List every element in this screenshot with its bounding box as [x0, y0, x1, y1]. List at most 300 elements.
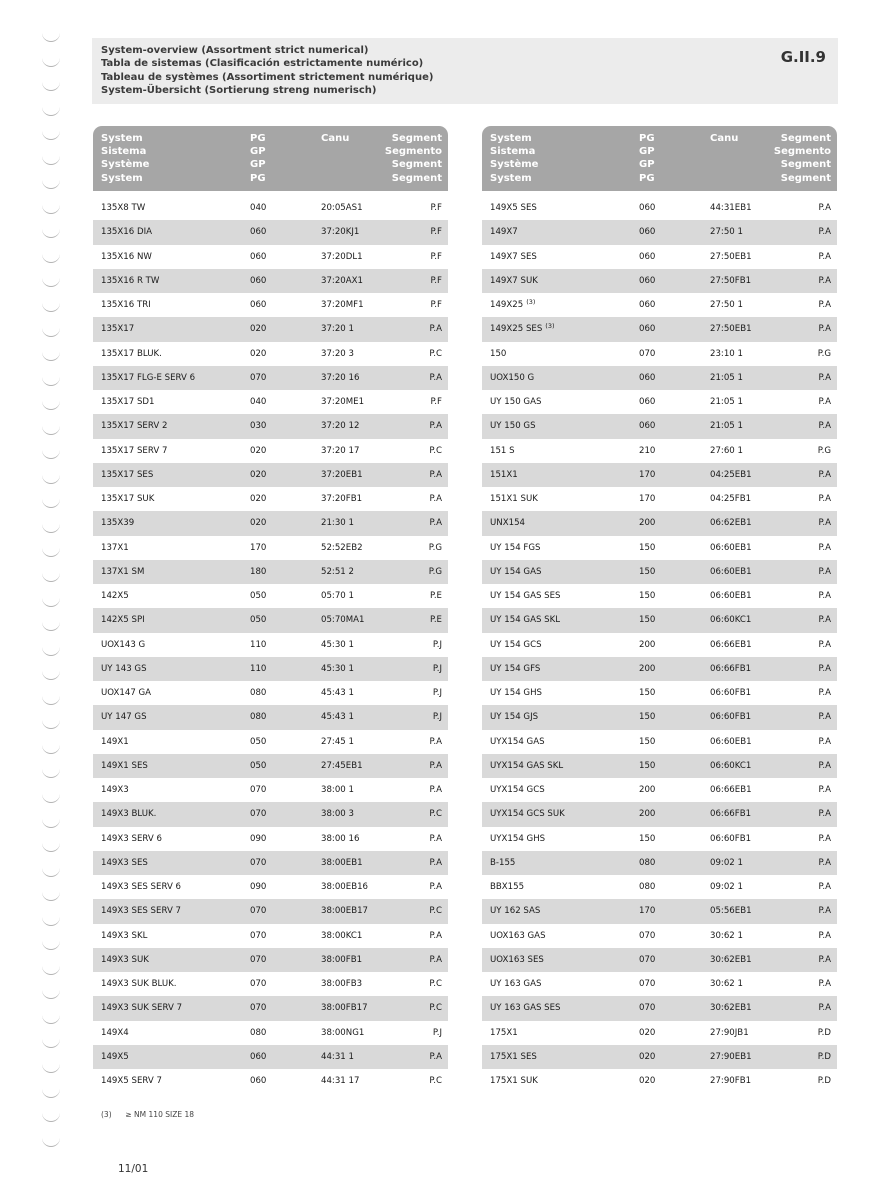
cell-segment: P.A — [429, 833, 442, 844]
cell-segment: P.C — [429, 1076, 442, 1086]
binder-hole — [40, 470, 66, 495]
header-segment — [774, 132, 831, 185]
table-row — [93, 851, 448, 875]
cell-segment: P.A — [818, 954, 831, 965]
cell-segment: P.F — [430, 397, 442, 407]
cell-system-text: 149X25 — [490, 300, 524, 310]
table-row — [482, 657, 837, 681]
cell-canu: 06:66EB1 — [710, 785, 752, 795]
cell-segment: P.J — [432, 639, 442, 650]
cell-pg: 070 — [250, 1003, 267, 1014]
cell-segment: P.E — [429, 615, 442, 626]
binder-hole — [40, 642, 66, 667]
cell-system: UYX154 GHS — [490, 833, 546, 844]
cell-canu: 27:50 1 — [710, 227, 743, 238]
header-pg-fr: GP — [250, 159, 266, 171]
cell-segment: P.F — [430, 251, 442, 262]
binder-hole — [40, 200, 66, 225]
cell-segment: P.A — [818, 615, 831, 626]
cell-system: 149X5 — [101, 1051, 129, 1062]
table-row — [93, 196, 448, 220]
cell-system: UY 150 GS — [490, 421, 536, 432]
right-rows — [482, 196, 837, 1093]
cell-canu: 06:66FB1 — [710, 809, 752, 820]
cell-segment: P.A — [818, 663, 831, 674]
cell-system: 149X7 SUK — [490, 275, 538, 286]
binder-hole — [40, 347, 66, 372]
header-segment-fr: Segment — [780, 159, 831, 171]
cell-segment: P.A — [818, 688, 831, 698]
cell-system: UY 150 GAS — [490, 397, 542, 407]
cell-system: UY 143 GS — [101, 663, 147, 674]
cell-segment: P.A — [818, 833, 831, 844]
cell-system: 175X1 SUK — [490, 1076, 538, 1086]
cell-canu: 37:20 17 — [321, 445, 360, 456]
cell-segment: P.A — [429, 882, 442, 892]
header-system-fr: Système — [490, 159, 539, 171]
cell-pg: 070 — [639, 954, 656, 965]
binder-hole — [40, 445, 66, 470]
cell-pg: 150 — [639, 542, 656, 553]
cell-canu: 21:30 1 — [321, 518, 354, 529]
cell-segment: P.A — [429, 760, 442, 771]
left-rows — [93, 196, 448, 1093]
cell-pg: 020 — [250, 469, 267, 480]
cell-system: 135X17 SD1 — [101, 397, 155, 407]
cell-pg: 170 — [639, 906, 656, 917]
cell-pg: 070 — [250, 954, 267, 965]
binder-hole — [40, 494, 66, 519]
cell-segment: P.A — [818, 203, 831, 213]
title-es: Tabla de sistemas (Clasificación estrictamente numérico) — [101, 58, 424, 70]
binder-hole — [40, 912, 66, 937]
table-row — [93, 681, 448, 705]
cell-system: 149X3 SES SERV 6 — [101, 882, 182, 892]
binder-hole — [40, 985, 66, 1010]
cell-system: 149X3 — [101, 785, 129, 795]
cell-canu: 09:02 1 — [710, 882, 743, 892]
table-row — [482, 608, 837, 632]
table-row — [482, 705, 837, 729]
cell-system: 135X39 — [101, 518, 135, 529]
cell-system: UY 154 GHS — [490, 688, 542, 698]
table-row — [93, 657, 448, 681]
binder-hole — [40, 298, 66, 323]
cell-segment: P.F — [430, 203, 442, 213]
cell-system: 135X17 BLUK. — [101, 348, 162, 359]
header-system-es: Sistema — [490, 146, 536, 158]
table-row — [93, 293, 448, 317]
table-row — [482, 851, 837, 875]
cell-canu: 37:20KJ1 — [321, 227, 360, 238]
cell-segment: P.J — [432, 1027, 442, 1038]
table-row — [482, 414, 837, 438]
cell-segment: P.C — [429, 906, 442, 917]
cell-system: UYX154 GCS — [490, 785, 545, 795]
cell-segment: P.A — [818, 906, 831, 917]
table-row — [482, 972, 837, 996]
cell-system: UYX154 GAS SKL — [490, 760, 564, 771]
cell-note: (3) — [545, 322, 555, 331]
cell-system: 135X16 R TW — [101, 275, 160, 286]
cell-pg: 080 — [250, 712, 267, 723]
table-row — [93, 245, 448, 269]
cell-segment: P.A — [429, 954, 442, 965]
cell-pg: 150 — [639, 566, 656, 577]
cell-system-text: 149X25 SES — [490, 324, 543, 335]
table-row — [93, 608, 448, 632]
cell-pg: 050 — [250, 615, 267, 626]
cell-segment: P.A — [818, 300, 831, 310]
cell-pg: 080 — [639, 857, 656, 868]
binder-hole — [40, 568, 66, 593]
cell-pg: 060 — [639, 372, 656, 383]
binder-hole — [40, 1010, 66, 1035]
cell-segment: P.A — [429, 518, 442, 529]
binder-hole — [40, 1034, 66, 1059]
cell-pg: 040 — [250, 397, 267, 407]
footnote-text: ≥ NM 110 SIZE 18 — [125, 1110, 195, 1119]
table-row — [482, 1021, 837, 1045]
cell-system: UYX154 GAS — [490, 736, 545, 747]
cell-pg: 150 — [639, 760, 656, 771]
cell-canu: 44:31 17 — [321, 1076, 360, 1086]
cell-system: UY 154 GAS — [490, 566, 542, 577]
cell-system: UY 154 FGS — [490, 542, 541, 553]
cell-canu: 38:00 16 — [321, 833, 360, 844]
cell-canu: 04:25EB1 — [710, 469, 752, 480]
page-header — [92, 38, 838, 104]
header-system — [101, 132, 149, 185]
cell-system: 175X1 — [490, 1027, 518, 1038]
header-segment-de: Segment — [780, 172, 831, 184]
table-row — [482, 245, 837, 269]
header-canu-label: Canu — [710, 133, 739, 144]
cell-pg: 090 — [250, 882, 267, 892]
binder-hole — [40, 961, 66, 986]
table-row — [482, 536, 837, 560]
binder-hole — [40, 224, 66, 249]
cell-system: 135X17 FLG-E SERV 6 — [101, 372, 196, 383]
cell-pg: 060 — [639, 397, 656, 407]
cell-system — [490, 317, 555, 341]
cell-system: 135X16 DIA — [101, 227, 152, 238]
cell-pg: 070 — [250, 979, 267, 989]
cell-pg: 060 — [250, 227, 267, 238]
cell-system: UOX163 GAS — [490, 930, 546, 941]
cell-pg: 060 — [639, 421, 656, 432]
cell-pg: 110 — [250, 639, 267, 650]
binder-hole — [40, 691, 66, 716]
cell-canu: 37:20AX1 — [321, 275, 363, 286]
cell-pg: 070 — [639, 979, 656, 989]
table-row — [482, 317, 837, 341]
cell-system: 135X17 SERV 2 — [101, 421, 168, 432]
title-fr: Tableau de systèmes (Assortiment strictement numérique) — [101, 71, 434, 83]
header-system-es: Sistema — [101, 146, 147, 158]
cell-canu: 06:60EB1 — [710, 566, 752, 577]
table-row — [93, 366, 448, 390]
cell-canu: 52:52EB2 — [321, 542, 363, 553]
table-row — [93, 924, 448, 948]
cell-segment: P.A — [818, 518, 831, 529]
binder-hole — [40, 421, 66, 446]
table-row — [93, 220, 448, 244]
cell-canu: 38:00 3 — [321, 809, 354, 820]
cell-canu: 38:00FB1 — [321, 954, 363, 965]
cell-pg: 170 — [639, 494, 656, 504]
cell-pg: 070 — [250, 372, 267, 383]
cell-segment: P.A — [818, 397, 831, 407]
cell-canu: 27:50FB1 — [710, 275, 752, 286]
cell-system: 149X1 — [101, 736, 129, 747]
cell-system: UY 154 GFS — [490, 663, 541, 674]
cell-system: 175X1 SES — [490, 1051, 537, 1062]
cell-pg: 200 — [639, 518, 656, 529]
cell-pg: 020 — [250, 494, 267, 504]
cell-pg: 060 — [250, 1076, 267, 1086]
cell-segment: P.A — [818, 591, 831, 601]
cell-pg: 200 — [639, 663, 656, 674]
header-segment-es: Segmento — [384, 146, 442, 158]
cell-system: 149X5 SERV 7 — [101, 1076, 162, 1086]
header-pg-de: PG — [250, 172, 266, 184]
cell-pg: 200 — [639, 639, 656, 650]
table-row — [93, 269, 448, 293]
header-segment-fr: Segment — [391, 159, 442, 171]
table-row — [93, 1021, 448, 1045]
binder-hole — [40, 28, 66, 53]
cell-canu: 37:20 16 — [321, 372, 360, 383]
cell-pg: 070 — [250, 785, 267, 795]
cell-segment: P.A — [818, 760, 831, 771]
cell-system: 135X17 SUK — [101, 494, 155, 504]
table-row — [93, 633, 448, 657]
table-row — [482, 390, 837, 414]
header-pg-es: GP — [639, 146, 655, 158]
right-table — [482, 126, 837, 1093]
binder-hole — [40, 102, 66, 127]
cell-segment: P.A — [818, 324, 831, 335]
footnote — [101, 1110, 194, 1119]
cell-system: 149X1 SES — [101, 760, 148, 771]
cell-canu: 38:00EB17 — [321, 906, 369, 917]
cell-segment: P.C — [429, 348, 442, 359]
cell-canu: 30:62EB1 — [710, 954, 752, 965]
cell-system: 149X7 — [490, 227, 518, 238]
cell-pg: 060 — [639, 300, 656, 310]
cell-segment: P.A — [818, 469, 831, 480]
cell-canu: 06:66EB1 — [710, 639, 752, 650]
cell-pg: 200 — [639, 785, 656, 795]
cell-system: UYX154 GCS SUK — [490, 809, 565, 820]
table-row — [482, 293, 837, 317]
header-pg-fr: GP — [639, 159, 655, 171]
cell-system: UY 163 GAS SES — [490, 1003, 561, 1014]
table-row — [482, 584, 837, 608]
title-en: System-overview (Assortment strict numerical) — [101, 45, 369, 56]
table-row — [482, 1045, 837, 1069]
table-row — [93, 487, 448, 511]
cell-pg: 060 — [639, 275, 656, 286]
cell-segment: P.D — [817, 1051, 831, 1062]
table-row — [482, 366, 837, 390]
cell-pg: 070 — [639, 348, 656, 359]
header-system-fr: Système — [101, 159, 150, 171]
table-header — [482, 126, 837, 191]
table-row — [482, 778, 837, 802]
table-row — [93, 463, 448, 487]
binder-hole — [40, 323, 66, 348]
cell-segment: P.G — [428, 566, 442, 577]
cell-system: UY 163 GAS — [490, 979, 542, 989]
header-segment-de: Segment — [391, 172, 442, 184]
cell-canu: 37:20DL1 — [321, 251, 363, 262]
cell-pg: 150 — [639, 712, 656, 723]
cell-segment: P.A — [429, 372, 442, 383]
cell-segment: P.A — [818, 736, 831, 747]
binder-hole — [40, 715, 66, 740]
cell-pg: 070 — [250, 906, 267, 917]
cell-system: 149X3 SUK SERV 7 — [101, 1003, 183, 1014]
cell-segment: P.A — [429, 469, 442, 480]
binder-hole — [40, 740, 66, 765]
header-pg — [250, 132, 266, 185]
cell-system: UY 154 GAS SKL — [490, 615, 561, 626]
table-row — [482, 827, 837, 851]
cell-canu: 27:45EB1 — [321, 760, 363, 771]
header-pg-de: PG — [639, 172, 655, 184]
cell-segment: P.A — [818, 639, 831, 650]
binder-hole — [40, 249, 66, 274]
table-row — [482, 948, 837, 972]
cell-pg: 150 — [639, 615, 656, 626]
cell-pg: 080 — [250, 688, 267, 698]
table-row — [93, 875, 448, 899]
cell-segment: P.A — [818, 785, 831, 795]
cell-canu: 30:62 1 — [710, 930, 743, 941]
cell-system: 135X17 SES — [101, 469, 154, 480]
cell-pg: 060 — [250, 251, 267, 262]
cell-canu: 06:60EB1 — [710, 591, 752, 601]
binder-hole — [40, 175, 66, 200]
binder-hole — [40, 1133, 66, 1158]
cell-system: 149X3 SES SERV 7 — [101, 906, 182, 917]
cell-canu: 37:20ME1 — [321, 397, 365, 407]
table-row — [93, 439, 448, 463]
cell-system: 135X8 TW — [101, 203, 146, 213]
cell-system: B-155 — [490, 857, 516, 868]
header-canu — [321, 132, 349, 145]
cell-system: UY 162 SAS — [490, 906, 541, 917]
title-de: System-Übersicht (Sortierung streng numerisch) — [101, 85, 377, 97]
cell-segment: P.A — [818, 251, 831, 262]
table-row — [93, 560, 448, 584]
table-row — [482, 487, 837, 511]
binder-hole — [40, 372, 66, 397]
cell-pg: 050 — [250, 591, 267, 601]
table-row — [93, 584, 448, 608]
cell-system: 137X1 — [101, 542, 129, 553]
binder-hole — [40, 936, 66, 961]
cell-canu: 38:00FB3 — [321, 979, 363, 989]
cell-segment: P.A — [818, 857, 831, 868]
cell-segment: P.A — [818, 421, 831, 432]
header-system-en: System — [101, 133, 143, 144]
cell-note: (3) — [526, 298, 536, 306]
table-row — [482, 196, 837, 220]
cell-segment: P.D — [817, 1027, 831, 1038]
table-row — [93, 414, 448, 438]
binder-hole — [40, 77, 66, 102]
cell-pg: 050 — [250, 736, 267, 747]
cell-pg: 070 — [639, 1003, 656, 1014]
cell-canu: 21:05 1 — [710, 421, 743, 432]
cell-system: 142X5 — [101, 591, 129, 601]
cell-system: 149X3 SERV 6 — [101, 833, 162, 844]
cell-system: UY 154 GCS — [490, 639, 542, 650]
table-row — [482, 560, 837, 584]
cell-segment: P.A — [818, 275, 831, 286]
cell-segment: P.G — [428, 542, 442, 553]
header-segment-es: Segmento — [773, 146, 831, 158]
cell-pg: 020 — [250, 324, 267, 335]
cell-system: 137X1 SM — [101, 566, 145, 577]
binder-hole — [40, 887, 66, 912]
cell-canu: 38:00EB1 — [321, 857, 363, 868]
cell-segment: P.A — [818, 372, 831, 383]
binder-hole — [40, 53, 66, 78]
cell-pg: 180 — [250, 566, 267, 577]
cell-system: 149X3 SES — [101, 857, 148, 868]
table-row — [93, 899, 448, 923]
table-row — [482, 633, 837, 657]
cell-canu: 06:60FB1 — [710, 688, 752, 698]
binder-hole — [40, 543, 66, 568]
table-row — [482, 1069, 837, 1093]
header-pg — [639, 132, 655, 185]
cell-system: 151X1 SUK — [490, 494, 538, 504]
header-segment-en: Segment — [780, 133, 831, 144]
footnote-mark: (3) — [101, 1110, 112, 1119]
table-row — [93, 342, 448, 366]
cell-canu: 20:05AS1 — [321, 203, 363, 213]
cell-canu: 05:70 1 — [321, 591, 354, 601]
cell-segment: P.A — [429, 857, 442, 868]
cell-pg: 110 — [250, 663, 267, 674]
cell-pg: 150 — [639, 591, 656, 601]
cell-canu: 30:62EB1 — [710, 1003, 752, 1014]
table-row — [93, 730, 448, 754]
cell-segment: P.J — [432, 688, 442, 698]
cell-segment: P.A — [818, 979, 831, 989]
cell-segment: P.A — [429, 494, 442, 504]
cell-canu: 37:20 12 — [321, 421, 360, 432]
cell-segment: P.A — [818, 566, 831, 577]
cell-segment: P.A — [429, 1051, 442, 1062]
cell-pg: 060 — [639, 324, 656, 335]
cell-system: UOX147 GA — [101, 688, 152, 698]
cell-canu: 37:20 1 — [321, 324, 354, 335]
cell-canu: 38:00KC1 — [321, 930, 363, 941]
cell-pg: 080 — [639, 882, 656, 892]
cell-segment: P.G — [817, 445, 831, 456]
table-row — [482, 439, 837, 463]
cell-canu: 23:10 1 — [710, 348, 743, 359]
cell-canu: 45:43 1 — [321, 688, 354, 698]
table-row — [482, 269, 837, 293]
header-pg-es: GP — [250, 146, 266, 158]
